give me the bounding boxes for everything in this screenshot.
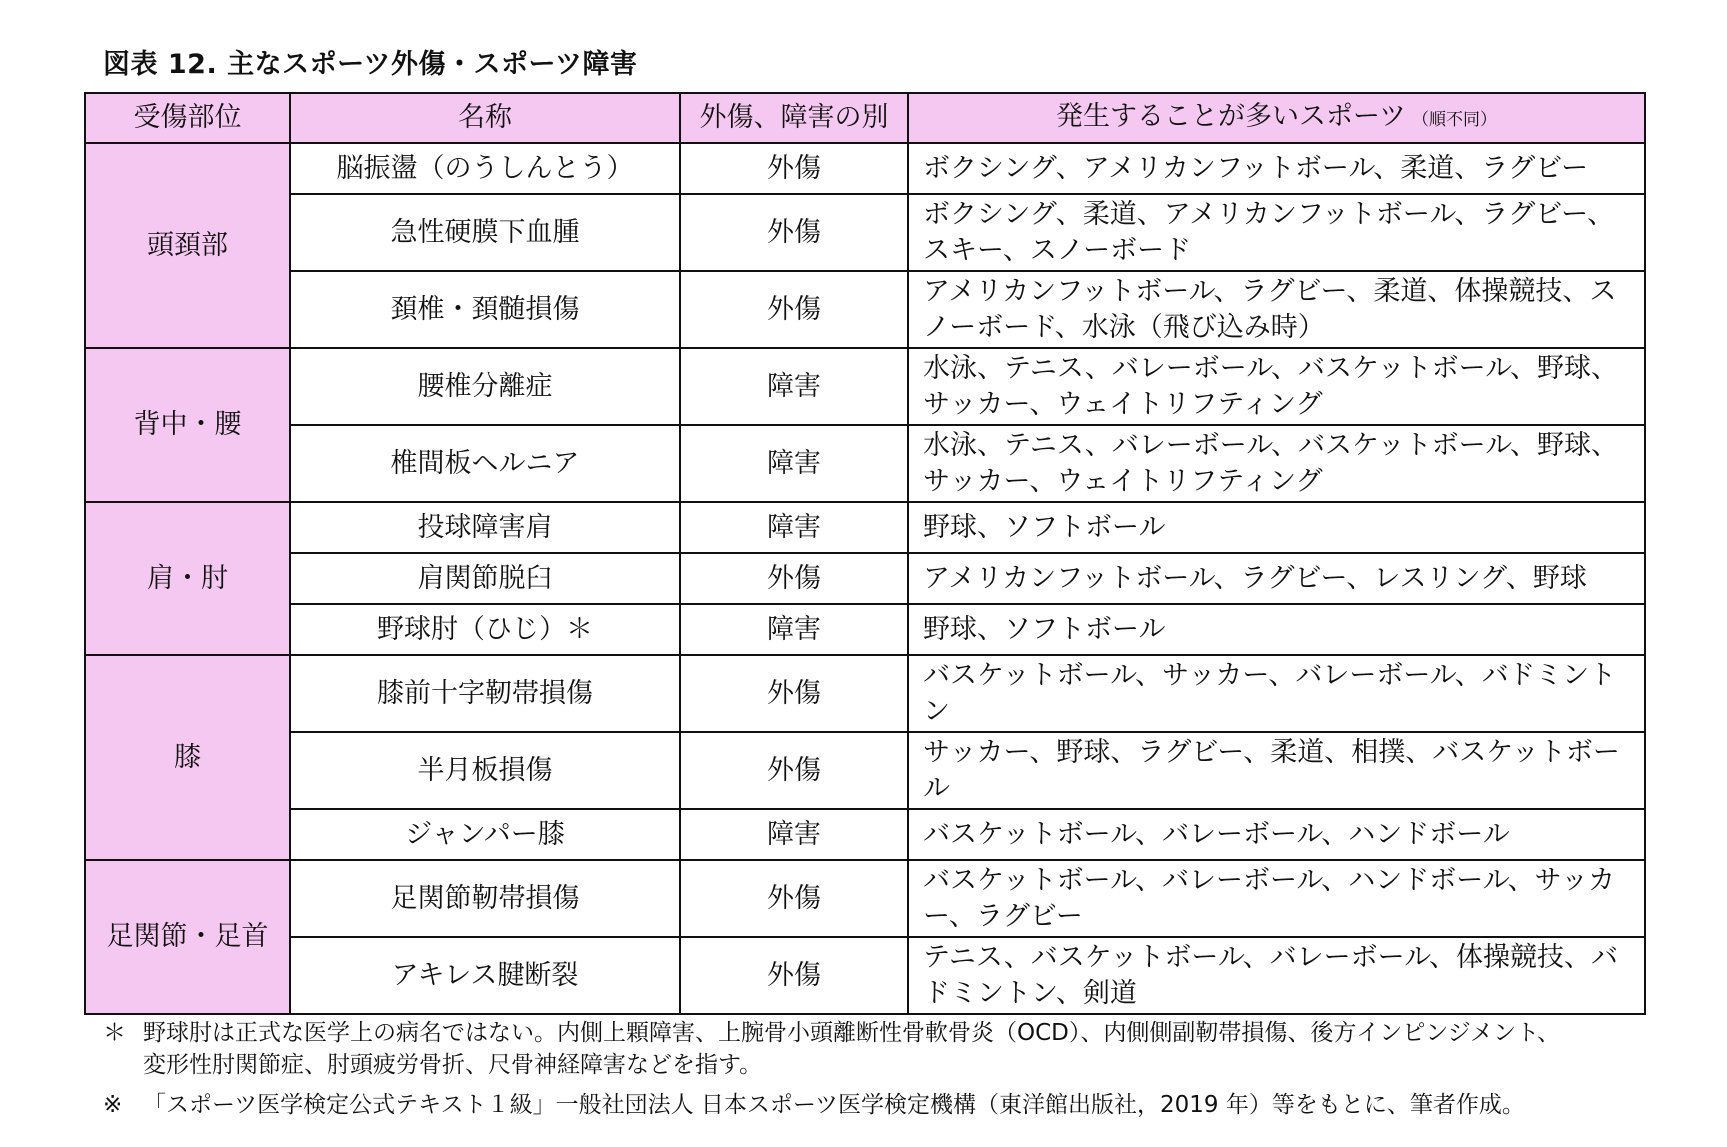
injury-type-cell: 外傷 [680, 553, 908, 604]
footnote-1-line2: 変形性肘関節症、肘頭疲労骨折、尺骨神経障害などを指す。 [143, 1052, 763, 1078]
injury-name-cell: 足関節靭帯損傷 [290, 860, 680, 937]
injury-name-cell: 半月板損傷 [290, 732, 680, 809]
injury-type-cell: 外傷 [680, 143, 908, 194]
injury-type-cell: 外傷 [680, 860, 908, 937]
footnote-1-line1: 野球肘は正式な医学上の病名ではない。内側上顆障害、上腕骨小頭離断性骨軟骨炎（OCD）、内側側副靭帯損傷、後方インピンジメント、 [143, 1020, 1561, 1046]
table-row [85, 655, 1645, 732]
injury-type-cell: 外傷 [680, 194, 908, 271]
body-part-cell: 肩・肘 [85, 502, 290, 655]
table-row [85, 143, 1645, 194]
table-row [85, 425, 1645, 502]
footnote-1-mark: ＊ [103, 1020, 126, 1046]
figure-title: 図表 12. 主なスポーツ外傷・スポーツ障害 [103, 49, 638, 80]
body-part-cell: 頭頚部 [85, 143, 290, 348]
injury-type-cell: 外傷 [680, 937, 908, 1014]
sports-cell: 野球、ソフトボール [908, 604, 1645, 655]
injury-name-cell: ジャンパー膝 [290, 809, 680, 860]
header-sports [908, 93, 1645, 143]
injury-table [84, 92, 1646, 1015]
table-row [85, 553, 1645, 604]
table-row [85, 271, 1645, 348]
table-row [85, 732, 1645, 809]
sports-cell: 水泳、テニス、バレーボール、バスケットボール、野球、サッカー、ウェイトリフティング [908, 425, 1645, 502]
sports-cell: バスケットボール、バレーボール、ハンドボール [908, 809, 1645, 860]
injury-type-cell: 障害 [680, 425, 908, 502]
injury-name-cell: 投球障害肩 [290, 502, 680, 553]
sports-cell: アメリカンフットボール、ラグビー、レスリング、野球 [908, 553, 1645, 604]
table-row [85, 809, 1645, 860]
footnote-2-mark: ※ [103, 1092, 123, 1118]
table-row [85, 348, 1645, 425]
injury-type-cell: 外傷 [680, 655, 908, 732]
body-part-cell: 足関節・足首 [85, 860, 290, 1014]
footnotes [103, 1017, 1560, 1121]
table-row [85, 937, 1645, 1014]
header-name: 名称 [290, 93, 680, 143]
sports-cell: テニス、バスケットボール、バレーボール、体操競技、バドミントン、剣道 [908, 937, 1645, 1014]
injury-name-cell: 肩関節脱臼 [290, 553, 680, 604]
injury-type-cell: 障害 [680, 604, 908, 655]
body-part-cell: 背中・腰 [85, 348, 290, 502]
footnote-1 [103, 1017, 1560, 1049]
table-row [85, 194, 1645, 271]
header-part: 受傷部位 [85, 93, 290, 143]
injury-name-cell: 脳振盪（のうしんとう） [290, 143, 680, 194]
injury-name-cell: 頚椎・頚髄損傷 [290, 271, 680, 348]
injury-name-cell: 腰椎分離症 [290, 348, 680, 425]
sports-cell: 野球、ソフトボール [908, 502, 1645, 553]
injury-name-cell: 急性硬膜下血腫 [290, 194, 680, 271]
header-type: 外傷、障害の別 [680, 93, 908, 143]
sports-cell: 水泳、テニス、バレーボール、バスケットボール、野球、サッカー、ウェイトリフティング [908, 348, 1645, 425]
injury-name-cell: 野球肘（ひじ）＊ [290, 604, 680, 655]
sports-cell: ボクシング、柔道、アメリカンフットボール、ラグビー、スキー、スノーボード [908, 194, 1645, 271]
footnote-2 [103, 1089, 1560, 1121]
header-sports-label: 発生することが多いスポーツ [1056, 100, 1406, 132]
injury-name-cell: 膝前十字靭帯損傷 [290, 655, 680, 732]
body-part-cell: 膝 [85, 655, 290, 860]
injury-type-cell: 外傷 [680, 271, 908, 348]
sports-cell: アメリカンフットボール、ラグビー、柔道、体操競技、スノーボード、水泳（飛び込み時） [908, 271, 1645, 348]
sports-cell: ボクシング、アメリカンフットボール、柔道、ラグビー [908, 143, 1645, 194]
footnote-2-text: 「スポーツ医学検定公式テキスト１級」一般社団法人 日本スポーツ医学検定機構（東洋館出版社，2019 年）等をもとに、筆者作成。 [143, 1092, 1525, 1118]
injury-name-cell: 椎間板ヘルニア [290, 425, 680, 502]
sports-cell: バスケットボール、サッカー、バレーボール、バドミントン [908, 655, 1645, 732]
table-row [85, 502, 1645, 553]
sports-cell: バスケットボール、バレーボール、ハンドボール、サッカー、ラグビー [908, 860, 1645, 937]
injury-type-cell: 障害 [680, 809, 908, 860]
injury-type-cell: 障害 [680, 348, 908, 425]
sports-cell: サッカー、野球、ラグビー、柔道、相撲、バスケットボール [908, 732, 1645, 809]
header-sports-note: （順不同） [1411, 109, 1497, 130]
injury-type-cell: 外傷 [680, 732, 908, 809]
table-row [85, 604, 1645, 655]
table-row [85, 860, 1645, 937]
injury-name-cell: アキレス腱断裂 [290, 937, 680, 1014]
injury-type-cell: 障害 [680, 502, 908, 553]
table-header-row [85, 93, 1645, 143]
